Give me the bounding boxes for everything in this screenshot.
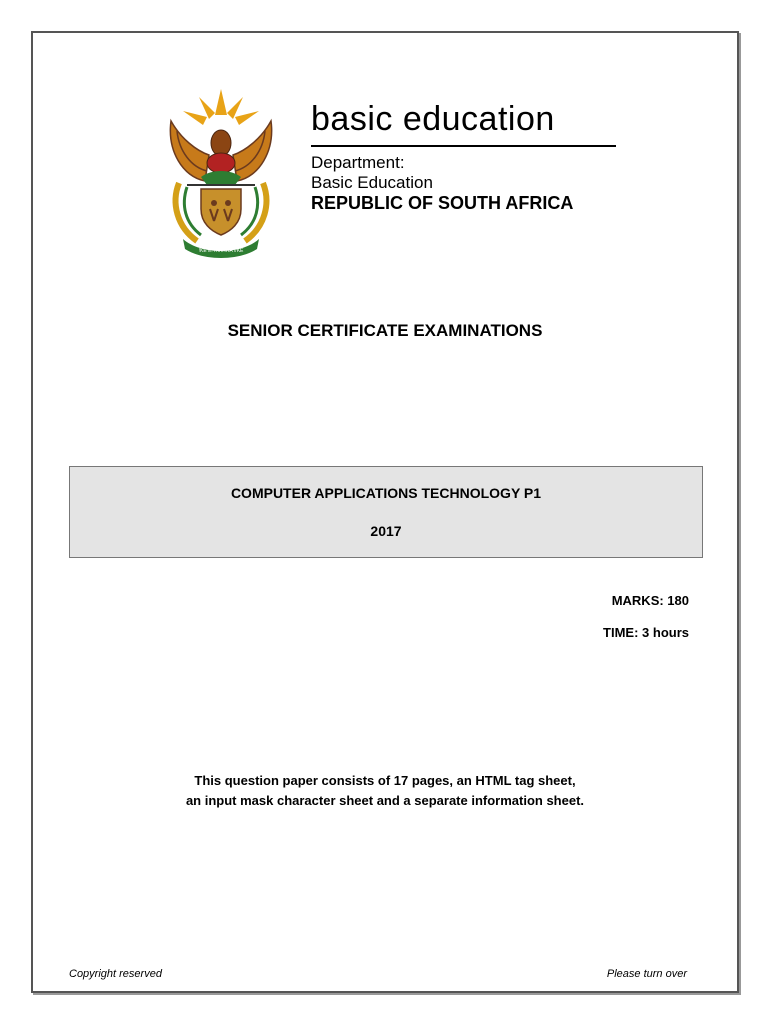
country-name: REPUBLIC OF SOUTH AFRICA [311,193,574,213]
page-frame [31,31,739,993]
department-label: Department: [311,153,405,172]
subject-title: COMPUTER APPLICATIONS TECHNOLOGY P1 [230,485,542,501]
time-label: TIME: 3 hours [603,625,689,640]
exam-heading: SENIOR CERTIFICATE EXAMINATIONS [227,321,543,340]
footer-turn-over: Please turn over [606,968,687,980]
brand-title: basic education [311,100,555,138]
subject-year: 2017 [370,523,402,539]
marks-label: MARKS: 180 [611,593,689,608]
coat-of-arms-motto: !KE E: /XARRA //KE [198,248,244,254]
description-line-1: This question paper consists of 17 pages, an HTML tag sheet, [194,773,576,788]
footer-copyright: Copyright reserved [69,968,162,980]
description-line-2: an input mask character sheet and a separate information sheet. [185,793,585,808]
subject-box [69,466,703,558]
paper-description [33,771,737,811]
coat-of-arms-icon [157,81,285,261]
brand-divider [311,145,616,147]
department-name: Basic Education [311,173,433,192]
